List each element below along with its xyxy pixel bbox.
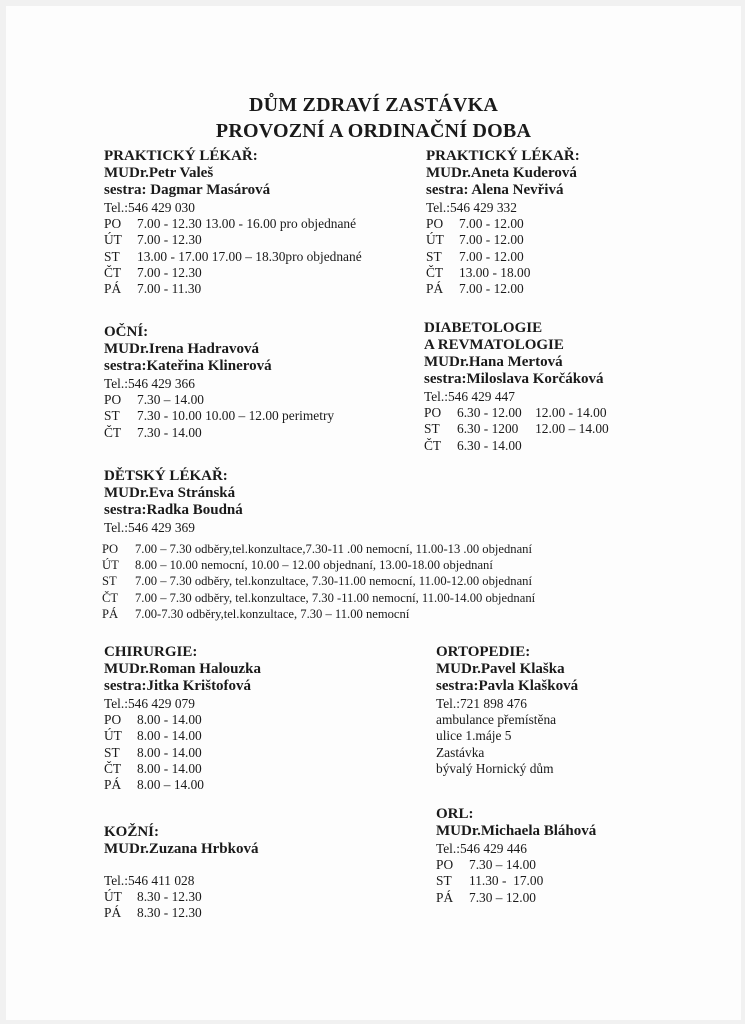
phone-number: Tel.:546 429 369	[104, 520, 195, 535]
hours-row: ČT 8.00 - 14.00	[104, 760, 202, 776]
hours-row: ČT 7.00 - 12.30	[104, 264, 202, 280]
phone-number: Tel.:546 429 332	[426, 200, 517, 215]
section-heading: ORTOPEDIE:	[436, 644, 531, 660]
hours-row: PO 7.00 - 12.00	[426, 216, 524, 232]
hours-row: ÚT 8.00 - 14.00	[104, 728, 202, 744]
page-subtitle: PROVOZNÍ A ORDINAČNÍ DOBA	[215, 120, 532, 142]
section-heading: PRAKTICKÝ LÉKAŘ:	[104, 148, 258, 164]
hours-row: PÁ 7.30 – 12.00	[436, 889, 536, 905]
hours-row: ST 6.30 - 1200 12.00 – 14.00	[424, 421, 609, 437]
phone-number: Tel.:721 898 476	[436, 696, 527, 711]
section-heading: DIABETOLOGIE	[424, 320, 543, 336]
section-eye	[104, 324, 334, 441]
hours-row: ČT 7.30 - 14.00	[104, 424, 202, 440]
section-heading: A REVMATOLOGIE	[424, 337, 564, 353]
doctor-name: MUDr.Roman Halouzka	[104, 661, 261, 677]
section-pediatric	[104, 468, 243, 536]
phone-number: Tel.:546 429 447	[424, 389, 515, 404]
hours-row: ST 7.00 - 12.00	[426, 248, 524, 264]
hours-row: ÚT 7.00 - 12.00	[426, 232, 524, 248]
phone-number: Tel.:546 429 079	[104, 696, 195, 711]
hours-row: ST 13.00 - 17.00 17.00 – 18.30pro objednané	[104, 248, 362, 264]
doctor-name: MUDr.Zuzana Hrbková	[104, 841, 259, 857]
hours-row: PO 7.00 – 7.30 odběry,tel.konzultace,7.30-11 .00 nemocní, 11.00-13 .00 objednaní	[102, 542, 532, 556]
section-heading: KOŽNÍ:	[104, 824, 160, 840]
hours-row: ČT 6.30 - 14.00	[424, 437, 522, 453]
doctor-name: MUDr.Eva Stránská	[104, 485, 236, 501]
page-title: DŮM ZDRAVÍ ZASTÁVKA	[248, 94, 498, 116]
section-ent	[436, 806, 596, 906]
hours-row: PO 6.30 - 12.00 12.00 - 14.00	[424, 405, 607, 421]
hours-row: PO 7.00 - 12.30 13.00 - 16.00 pro objednané	[104, 216, 357, 232]
address-line: ambulance přemístěna	[436, 712, 557, 728]
hours-row: PO 7.30 – 14.00	[436, 857, 536, 873]
hours-row: ST 7.00 – 7.30 odběry, tel.konzultace, 7.30-11.00 nemocní, 11.00-12.00 objednaní	[102, 574, 532, 589]
section-practical-2	[426, 148, 580, 297]
nurse-name: sestra:Miloslava Korčáková	[424, 371, 604, 387]
nurse-name: sestra:Kateřina Klinerová	[104, 358, 272, 374]
section-heading: OČNÍ:	[104, 324, 149, 340]
section-skin	[104, 824, 258, 922]
section-surgery	[104, 644, 261, 793]
document-page	[6, 6, 741, 1020]
pediatric-hours	[102, 541, 535, 622]
doctor-name: MUDr.Hana Mertová	[424, 354, 563, 370]
doctor-name: MUDr.Michaela Bláhová	[436, 823, 597, 839]
doctor-name: MUDr.Aneta Kuderová	[426, 165, 577, 181]
nurse-name: sestra: Dagmar Masárová	[104, 182, 271, 198]
doctor-name: MUDr.Pavel Klaška	[436, 661, 565, 677]
phone-number: Tel.:546 429 366	[104, 376, 195, 391]
address-line: ulice 1.máje 5	[436, 728, 512, 744]
nurse-name: sestra:Radka Boudná	[104, 502, 243, 518]
hours-row: PO 7.30 – 14.00	[104, 392, 204, 408]
hours-row: PÁ 8.00 – 14.00	[104, 777, 204, 793]
hours-row: ÚT 8.30 - 12.30	[104, 889, 202, 905]
section-heading: DĚTSKÝ LÉKAŘ:	[104, 468, 228, 484]
hours-row: PÁ 7.00 - 12.00	[426, 281, 524, 297]
section-practical-1	[104, 148, 362, 297]
phone-number: Tel.:546 429 446	[436, 841, 527, 856]
section-diabetology	[424, 320, 609, 454]
hours-row: ST 7.30 - 10.00 10.00 – 12.00 perimetry	[104, 408, 335, 424]
address-line: bývalý Hornický dům	[436, 760, 554, 776]
hours-row: ÚT 7.00 - 12.30	[104, 232, 202, 248]
hours-row: PÁ 8.30 - 12.30	[104, 905, 202, 921]
hours-row: PO 8.00 - 14.00	[104, 712, 202, 728]
phone-number: Tel.:546 429 030	[104, 200, 195, 215]
address-line: Zastávka	[436, 744, 485, 760]
hours-row: PÁ 7.00-7.30 odběry,tel.konzultace, 7.30 – 11.00 nemocní	[102, 606, 410, 621]
hours-row: PÁ 7.00 - 11.30	[104, 281, 202, 297]
section-heading: PRAKTICKÝ LÉKAŘ:	[426, 148, 580, 164]
hours-row: ST 11.30 - 17.00	[436, 873, 544, 889]
nurse-name: sestra:Pavla Klašková	[436, 678, 579, 694]
section-orthopedics	[436, 644, 578, 777]
doctor-name: MUDr.Irena Hadravová	[104, 341, 259, 357]
nurse-name: sestra:Jitka Krištofová	[104, 678, 252, 694]
hours-row: ČT 7.00 – 7.30 odběry, tel.konzultace, 7.30 -11.00 nemocní, 11.00-14.00 objednaní	[102, 590, 536, 605]
hours-row: ST 8.00 - 14.00	[104, 744, 202, 760]
hours-row: ČT 13.00 - 18.00	[426, 264, 531, 280]
nurse-name: sestra: Alena Nevřivá	[426, 182, 564, 198]
doctor-name: MUDr.Petr Valeš	[104, 165, 214, 181]
phone-number: Tel.:546 411 028	[104, 873, 195, 888]
section-heading: ORL:	[436, 806, 474, 822]
section-heading: CHIRURGIE:	[104, 644, 198, 660]
hours-row: ÚT 8.00 – 10.00 nemocní, 10.00 – 12.00 objednaní, 13.00-18.00 objednaní	[102, 558, 493, 573]
